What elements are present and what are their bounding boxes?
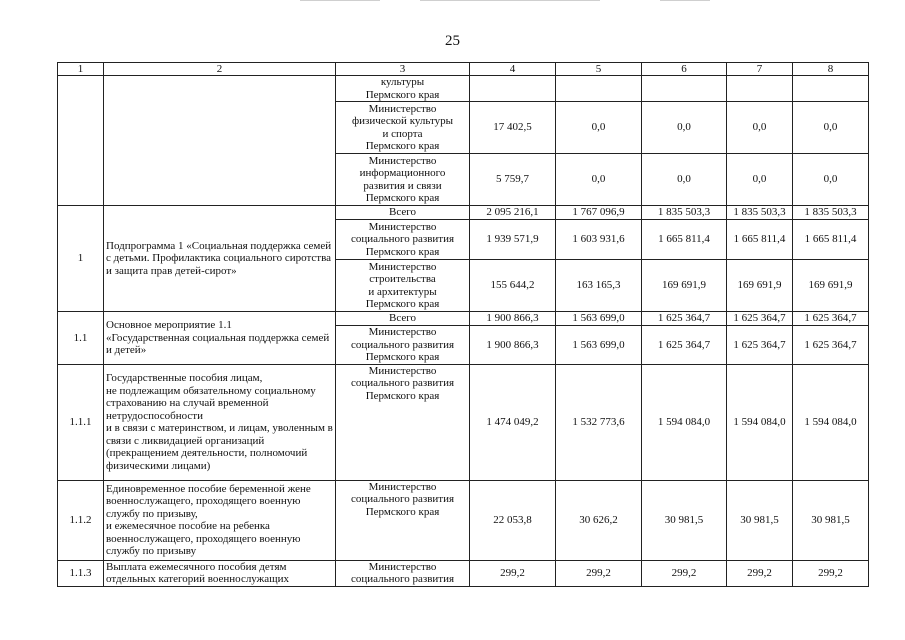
amount-cell: 1 603 931,6: [556, 220, 642, 260]
amount-cell: 299,2: [727, 560, 793, 586]
amount-cell: 1 625 364,7: [793, 326, 869, 365]
row-name: Основное мероприятие 1.1 «Государственная социальная поддержка семей и детей»: [104, 312, 336, 365]
organization-cell: Всего: [336, 312, 470, 326]
amount-cell: 1 474 049,2: [470, 364, 556, 480]
row-code: 1.1.2: [58, 480, 104, 560]
amount-cell: 1 900 866,3: [470, 312, 556, 326]
organization-cell: Министерство строительства и архитектуры Пермского края: [336, 260, 470, 312]
organization-cell: Министерство социального развития Пермского края: [336, 364, 470, 480]
row-name: Подпрограмма 1 «Социальная поддержка семей с детьми. Профилактика социального сиротства и защита прав детей-сирот»: [104, 206, 336, 312]
amount-cell: 1 835 503,3: [642, 206, 727, 220]
table-row: [58, 364, 869, 480]
scan-edge-line: [300, 0, 380, 1]
amount-cell: 163 165,3: [556, 260, 642, 312]
header-row: [58, 63, 869, 76]
row-code: 1: [58, 206, 104, 312]
amount-cell: 299,2: [470, 560, 556, 586]
organization-cell: Всего: [336, 206, 470, 220]
amount-cell: 1 594 084,0: [727, 364, 793, 480]
scan-edge-line: [660, 0, 710, 1]
table-row: [58, 480, 869, 560]
column-header: 3: [336, 63, 470, 76]
amount-cell: 0,0: [642, 154, 727, 206]
table-row: [58, 206, 869, 220]
amount-cell: 155 644,2: [470, 260, 556, 312]
amount-cell: 1 625 364,7: [642, 326, 727, 365]
row-code: 1.1: [58, 312, 104, 365]
amount-cell: [556, 76, 642, 102]
organization-cell: Министерство информационного развития и связи Пермского края: [336, 154, 470, 206]
amount-cell: [642, 76, 727, 102]
amount-cell: 0,0: [642, 102, 727, 154]
organization-cell: культуры Пермского края: [336, 76, 470, 102]
row-name: Выплата ежемесячного пособия детям отдельных категорий военнослужащих: [104, 560, 336, 586]
amount-cell: 299,2: [556, 560, 642, 586]
row-name: Единовременное пособие беременной жене военнослужащего, проходящего военную службу по призыву, и ежемесячное пособие на ребенка военнослужащего, проходящего военную службу по призыву: [104, 480, 336, 560]
page-number: 25: [445, 33, 460, 49]
amount-cell: 1 625 364,7: [727, 326, 793, 365]
column-header: 8: [793, 63, 869, 76]
amount-cell: 30 626,2: [556, 480, 642, 560]
organization-cell: Министерство физической культуры и спорта Пермского края: [336, 102, 470, 154]
amount-cell: 299,2: [793, 560, 869, 586]
amount-cell: 1 900 866,3: [470, 326, 556, 365]
amount-cell: 30 981,5: [727, 480, 793, 560]
scan-edge-line: [420, 0, 600, 1]
amount-cell: 0,0: [556, 154, 642, 206]
column-header: 1: [58, 63, 104, 76]
amount-cell: 1 563 699,0: [556, 326, 642, 365]
amount-cell: 169 691,9: [727, 260, 793, 312]
amount-cell: 1 665 811,4: [642, 220, 727, 260]
column-header: 5: [556, 63, 642, 76]
amount-cell: 30 981,5: [793, 480, 869, 560]
amount-cell: 1 625 364,7: [642, 312, 727, 326]
organization-cell: Министерство социального развития Пермского края: [336, 480, 470, 560]
amount-cell: 17 402,5: [470, 102, 556, 154]
amount-cell: [470, 76, 556, 102]
amount-cell: 0,0: [727, 154, 793, 206]
amount-cell: 1 835 503,3: [727, 206, 793, 220]
column-header: 7: [727, 63, 793, 76]
amount-cell: 299,2: [642, 560, 727, 586]
amount-cell: 2 095 216,1: [470, 206, 556, 220]
amount-cell: [793, 76, 869, 102]
amount-cell: 169 691,9: [642, 260, 727, 312]
table-row: [58, 560, 869, 586]
organization-cell: Министерство социального развития Пермского края: [336, 326, 470, 365]
column-header: 4: [470, 63, 556, 76]
amount-cell: 0,0: [556, 102, 642, 154]
organization-cell: Министерство социального развития: [336, 560, 470, 586]
row-name: Государственные пособия лицам, не подлежащим обязательному социальному страхованию на случай временной нетрудоспособности и в связи с материнством, и лицам, уволенным в связи с ликвидацией организаций (прекращением деятельности, полномочий физическими лицами): [104, 364, 336, 480]
amount-cell: 169 691,9: [793, 260, 869, 312]
amount-cell: 1 625 364,7: [727, 312, 793, 326]
row-code: 1.1.3: [58, 560, 104, 586]
amount-cell: 0,0: [793, 102, 869, 154]
amount-cell: 1 625 364,7: [793, 312, 869, 326]
row-code: [58, 76, 104, 206]
column-header: 6: [642, 63, 727, 76]
table-row: [58, 312, 869, 326]
table-row: [58, 76, 869, 102]
amount-cell: 1 594 084,0: [793, 364, 869, 480]
row-name: [104, 76, 336, 206]
amount-cell: 1 563 699,0: [556, 312, 642, 326]
amount-cell: 1 939 571,9: [470, 220, 556, 260]
row-code: 1.1.1: [58, 364, 104, 480]
amount-cell: 1 835 503,3: [793, 206, 869, 220]
organization-cell: Министерство социального развития Пермского края: [336, 220, 470, 260]
amount-cell: [727, 76, 793, 102]
amount-cell: 22 053,8: [470, 480, 556, 560]
amount-cell: 30 981,5: [642, 480, 727, 560]
amount-cell: 1 532 773,6: [556, 364, 642, 480]
amount-cell: 1 594 084,0: [642, 364, 727, 480]
amount-cell: 0,0: [793, 154, 869, 206]
column-header: 2: [104, 63, 336, 76]
amount-cell: 0,0: [727, 102, 793, 154]
amount-cell: 1 767 096,9: [556, 206, 642, 220]
amount-cell: 1 665 811,4: [727, 220, 793, 260]
amount-cell: 5 759,7: [470, 154, 556, 206]
amount-cell: 1 665 811,4: [793, 220, 869, 260]
budget-table: [57, 62, 869, 587]
